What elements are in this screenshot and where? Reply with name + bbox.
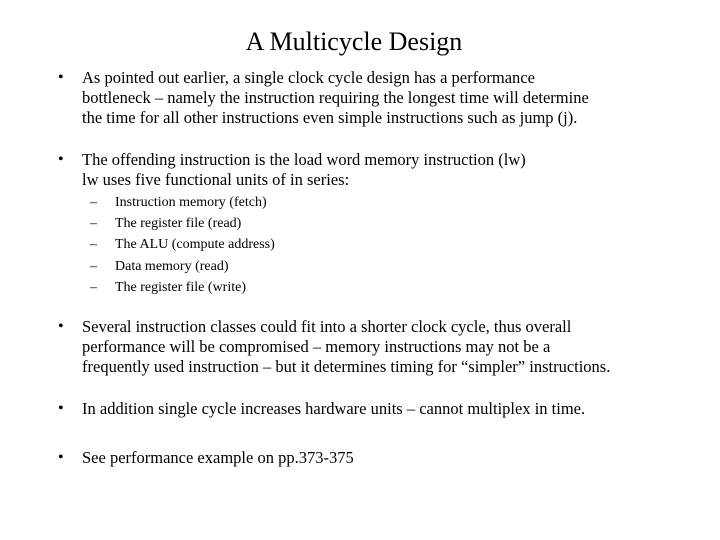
sub-list-item [0, 214, 690, 235]
bullet-line: the time for all other instructions even simple instructions such as jump (j). [82, 108, 578, 127]
sub-list-marker: – [90, 216, 97, 231]
sub-list-text: The register file (read) [115, 216, 242, 231]
bullet-text [82, 317, 682, 377]
bullet-text [82, 150, 682, 190]
bullet-line: lw uses five functional units of in series: [82, 170, 350, 189]
bullet-marker: • [58, 318, 64, 335]
bullet-line: In addition single cycle increases hardware units – cannot multiplex in time. [82, 399, 586, 418]
bullet-text [82, 448, 682, 468]
bullet-line: See performance example on pp.373-375 [82, 448, 354, 467]
sub-list-text: The ALU (compute address) [115, 237, 275, 252]
bullet-marker: • [58, 69, 64, 86]
bullet-text [82, 399, 682, 419]
slide-title: A Multicycle Design [245, 27, 463, 56]
sub-list-text: The register file (write) [115, 280, 246, 295]
sub-list-marker: – [90, 195, 97, 210]
bullet-text [82, 68, 682, 128]
sub-list-text: Instruction memory (fetch) [115, 195, 267, 210]
sub-list-item [0, 278, 690, 299]
sub-list-marker: – [90, 280, 97, 295]
sub-list-marker: – [90, 259, 97, 274]
bullet-line: frequently used instruction – but it determines timing for “simpler” instructions. [82, 357, 611, 376]
bullet-line: The offending instruction is the load word memory instruction (lw) [82, 150, 526, 169]
sub-list-item [0, 235, 690, 256]
bullet-line: bottleneck – namely the instruction requiring the longest time will determine [82, 88, 589, 107]
sub-list-text: Data memory (read) [115, 259, 229, 274]
bullet-marker: • [58, 400, 64, 417]
bullet-marker: • [58, 449, 64, 466]
bullet-line: Several instruction classes could fit into a shorter clock cycle, thus overall [82, 317, 572, 336]
bullet-line: performance will be compromised – memory instructions may not be a [82, 337, 551, 356]
sub-list-item [0, 193, 690, 214]
sub-list-marker: – [90, 237, 97, 252]
bullet-line: As pointed out earlier, a single clock cycle design has a performance [82, 68, 535, 87]
sub-list-item [0, 257, 690, 278]
bullet-marker: • [58, 151, 64, 168]
